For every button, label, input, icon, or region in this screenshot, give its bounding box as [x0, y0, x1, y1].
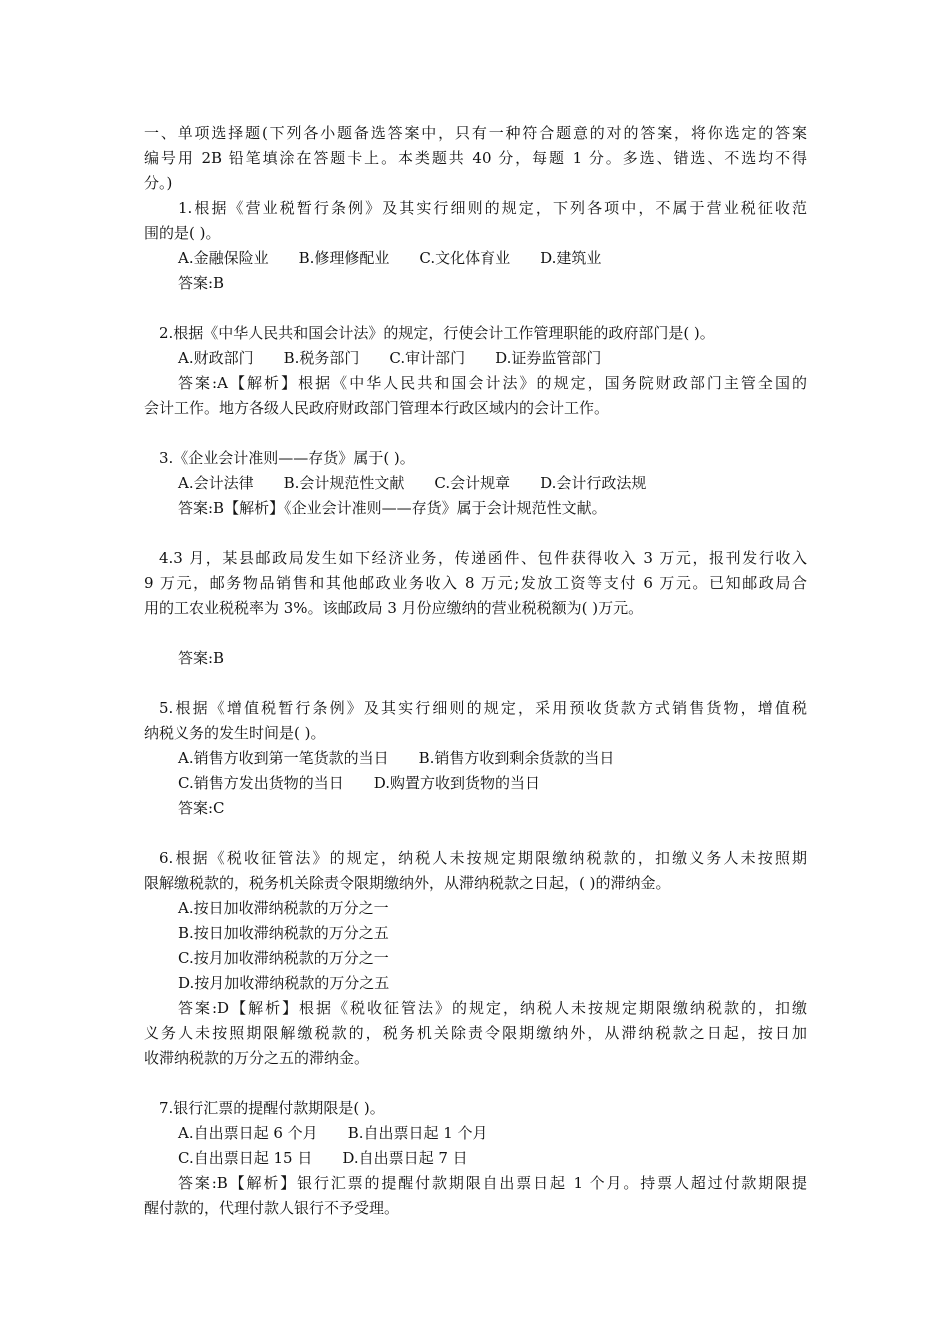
option-d: D.购置方收到货物的当日 — [373, 774, 540, 792]
option-a: A.按日加收滞纳税款的万分之一 — [178, 899, 389, 917]
option-d: D.建筑业 — [540, 249, 602, 267]
options-row — [144, 771, 807, 796]
option-a: A.金融保险业 — [178, 249, 269, 267]
option-d: D.会计行政法规 — [540, 474, 647, 492]
options-row — [144, 246, 807, 271]
section-heading-line: 一、单项选择题(下列各小题备选答案中，只有一种符合题意的对的答案，将你选定的答案 — [144, 124, 807, 142]
answer-explanation: 醒付款的，代理付款人银行不予受理。 — [144, 1199, 400, 1217]
section-heading-line: 分。) — [144, 174, 173, 192]
answer: 答案:B — [178, 274, 225, 292]
question-stem: 围的是( )。 — [144, 224, 221, 242]
answer-explanation: 义务人未按照期限解缴税款的，税务机关除责令限期缴纳外，从滞纳税款之日起，按日加 — [144, 1024, 807, 1042]
option-d: D.按月加收滞纳税款的万分之五 — [178, 974, 390, 992]
answer-explanation: 答案:B【解析】《企业会计准则——存货》属于会计规范性文献。 — [178, 499, 607, 517]
option-d: D.自出票日起 7 日 — [342, 1149, 468, 1167]
answer: 答案:C — [178, 799, 225, 817]
option-b: B.销售方收到剩余货款的当日 — [418, 749, 615, 767]
option-c: C.审计部门 — [389, 349, 466, 367]
option-b: B.自出票日起 1 个月 — [347, 1124, 488, 1142]
option-d: D.证券监管部门 — [495, 349, 602, 367]
question-2 — [144, 321, 807, 421]
question-5 — [144, 696, 807, 821]
option-b: B.修理修配业 — [298, 249, 390, 267]
question-stem: 6.根据《税收征管法》的规定，纳税人未按规定期限缴纳税款的，扣缴义务人未按照期 — [159, 849, 807, 867]
question-6 — [144, 846, 807, 1071]
option-c: C.销售方发出货物的当日 — [178, 774, 344, 792]
option-c: C.会计规章 — [434, 474, 511, 492]
option-a: A.自出票日起 6 个月 — [178, 1124, 318, 1142]
question-stem: 3.《企业会计准则——存货》属于( )。 — [159, 449, 415, 467]
options-row — [144, 1121, 807, 1146]
question-stem: 7.银行汇票的提醒付款期限是( )。 — [159, 1099, 385, 1117]
section-heading-line: 编号用 2B 铅笔填涂在答题卡上。本类题共 40 分，每题 1 分。多选、错选、不选均不得 — [144, 149, 807, 167]
option-b: B.税务部门 — [283, 349, 360, 367]
question-7 — [144, 1096, 807, 1221]
question-stem: 限解缴税款的，税务机关除责令限期缴纳外，从滞纳税款之日起，( )的滞纳金。 — [144, 874, 671, 892]
question-4 — [144, 546, 807, 671]
options-row — [144, 746, 807, 771]
option-b: B.按日加收滞纳税款的万分之五 — [178, 924, 389, 942]
options-row — [144, 346, 807, 371]
answer: 答案:B — [178, 649, 225, 667]
option-a: A.销售方收到第一笔货款的当日 — [178, 749, 389, 767]
question-stem: 2.根据《中华人民共和国会计法》的规定，行使会计工作管理职能的政府部门是( )。 — [159, 324, 715, 342]
option-c: C.自出票日起 15 日 — [178, 1149, 313, 1167]
option-b: B.会计规范性文献 — [283, 474, 405, 492]
question-stem: 5.根据《增值税暂行条例》及其实行细则的规定，采用预收货款方式销售货物，增值税 — [159, 699, 807, 717]
question-stem: 用的工农业税税率为 3%。该邮政局 3 月份应缴纳的营业税税额为( )万元。 — [144, 599, 644, 617]
options-row — [144, 471, 807, 496]
question-stem: 4.3 月，某县邮政局发生如下经济业务，传递函件、包件获得收入 3 万元，报刊发行收入 — [159, 549, 807, 567]
question-1 — [144, 196, 807, 296]
option-a: A.财政部门 — [178, 349, 254, 367]
answer-explanation: 收滞纳税款的万分之五的滞纳金。 — [144, 1049, 370, 1067]
option-c: C.文化体育业 — [419, 249, 511, 267]
question-stem: 1.根据《营业税暂行条例》及其实行细则的规定，下列各项中，不属于营业税征收范 — [178, 199, 807, 217]
options-row — [144, 1146, 807, 1171]
document-body — [144, 121, 807, 1221]
answer-explanation: 答案:A【解析】根据《中华人民共和国会计法》的规定，国务院财政部门主管全国的 — [178, 374, 807, 392]
answer-explanation: 答案:B【解析】银行汇票的提醒付款期限自出票日起 1 个月。持票人超过付款期限提 — [178, 1174, 807, 1192]
option-a: A.会计法律 — [178, 474, 254, 492]
option-c: C.按月加收滞纳税款的万分之一 — [178, 949, 389, 967]
question-3 — [144, 446, 807, 521]
question-stem: 9 万元，邮务物品销售和其他邮政业务收入 8 万元;发放工资等支付 6 万元。已知邮政局合 — [144, 574, 807, 592]
section-heading — [144, 121, 807, 196]
answer-explanation: 会计工作。地方各级人民政府财政部门管理本行政区域内的会计工作。 — [144, 399, 610, 417]
answer-explanation: 答案:D【解析】根据《税收征管法》的规定，纳税人未按规定期限缴纳税款的，扣缴 — [178, 999, 807, 1017]
question-stem: 纳税义务的发生时间是( )。 — [144, 724, 326, 742]
